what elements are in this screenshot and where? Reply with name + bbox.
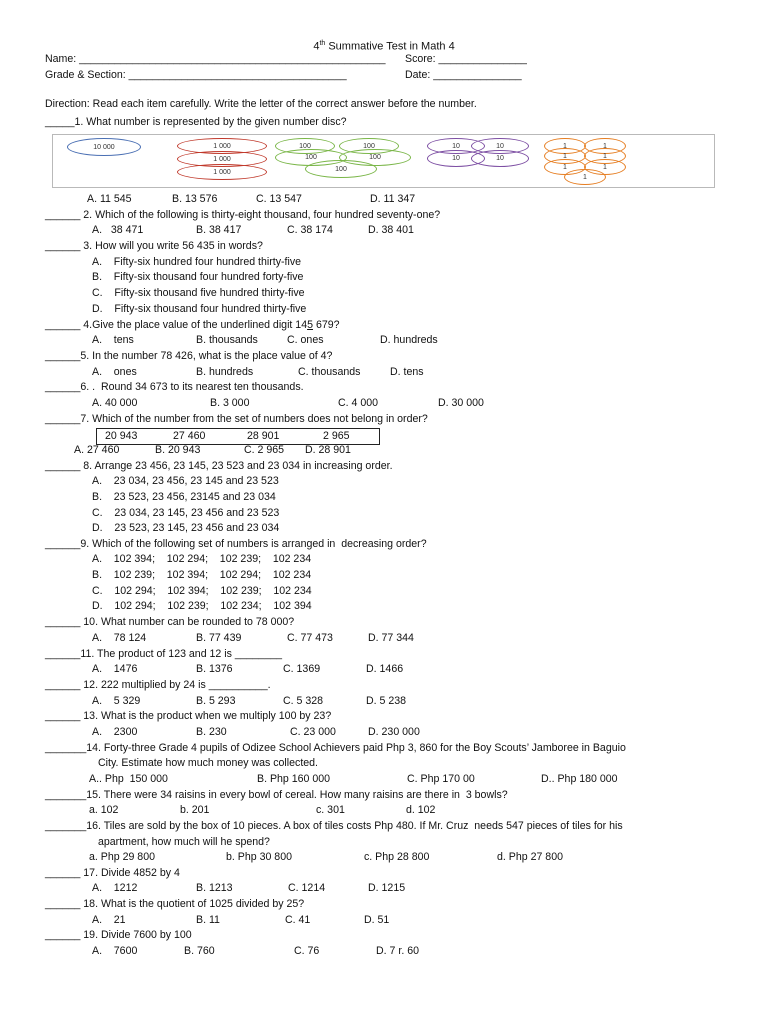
option-d[interactable]: D. 11 347	[370, 193, 416, 205]
option-b[interactable]: B. 11	[196, 914, 220, 926]
option-c[interactable]: c. Php 28 800	[364, 851, 430, 863]
option-b[interactable]: B. 3 000	[210, 397, 250, 409]
option-b[interactable]: B. 13 576	[172, 193, 218, 205]
set-number: 20 943	[105, 430, 138, 442]
option-a[interactable]: a. Php 29 800	[89, 851, 155, 863]
disc-hundred: 100	[305, 160, 377, 178]
question-18: ______ 18. What is the quotient of 1025 divided by 25?	[45, 898, 305, 910]
option-c[interactable]: C. 77 473	[287, 632, 333, 644]
option-a[interactable]: A. 78 124	[92, 632, 147, 644]
disc-one: 1	[564, 169, 606, 185]
option-a[interactable]: A. 27 460	[74, 444, 120, 456]
option-b[interactable]: B. 20 943	[155, 444, 201, 456]
disc-one: 1	[544, 148, 586, 164]
question-5: ______5. In the number 78 426, what is the place value of 4?	[45, 350, 333, 362]
option-c[interactable]: C. 102 294; 102 394; 102 239; 102 234	[92, 585, 312, 597]
option-d[interactable]: D. 1215	[368, 882, 406, 894]
name-field: Name: ____________________________________________________	[45, 53, 386, 65]
directions: Direction: Read each item carefully. Write the letter of the correct answer before the number.	[45, 98, 477, 110]
option-d[interactable]: D.. Php 180 000	[541, 773, 618, 785]
question-3: ______ 3. How will you write 56 435 in words?	[45, 240, 263, 252]
set-number: 27 460	[173, 430, 206, 442]
question-12: ______ 12. 222 multiplied by 24 is __________.	[45, 679, 271, 691]
option-c[interactable]: C. Fifty-six thousand five hundred thirty-five	[92, 287, 305, 299]
option-c[interactable]: C. 13 547	[256, 193, 302, 205]
disc-ten: 10	[427, 150, 485, 167]
option-b[interactable]: B. 5 293	[196, 695, 236, 707]
option-d[interactable]: D. Fifty-six thousand four hundred thirty-five	[92, 303, 307, 315]
number-disc-figure	[52, 134, 715, 188]
option-a[interactable]: a. 102	[89, 804, 119, 816]
option-a[interactable]: A. 2300	[92, 726, 138, 738]
option-b[interactable]: B. 760	[184, 945, 215, 957]
option-b[interactable]: b. Php 30 800	[226, 851, 292, 863]
option-c[interactable]: C. 4 000	[338, 397, 379, 409]
option-d[interactable]: D. 1466	[366, 663, 404, 675]
question-19: ______ 19. Divide 7600 by 100	[45, 929, 192, 941]
question-14-cont: City. Estimate how much money was collected.	[98, 757, 319, 769]
question-11: ______11. The product of 123 and 12 is ________	[45, 648, 282, 660]
option-a[interactable]: A. 11 545	[87, 193, 132, 205]
question-8: ______ 8. Arrange 23 456, 23 145, 23 523 and 23 034 in increasing order.	[45, 460, 393, 472]
date-field: Date: _______________	[405, 69, 522, 81]
question-16: _______16. Tiles are sold by the box of 10 pieces. A box of tiles costs Php 480. If Mr. Cruz needs 547 pieces of tiles for his	[45, 820, 623, 832]
option-a[interactable]: A. 23 034, 23 456, 23 145 and 23 523	[92, 475, 279, 487]
option-b[interactable]: B. 1213	[196, 882, 233, 894]
option-d[interactable]: D. 51	[364, 914, 390, 926]
option-b[interactable]: B. 77 439	[196, 632, 242, 644]
option-c[interactable]: C. 5 328	[283, 695, 324, 707]
option-b[interactable]: B. thousands	[196, 334, 258, 346]
option-d[interactable]: D. tens	[390, 366, 424, 378]
option-c[interactable]: C. Php 170 00	[407, 773, 475, 785]
question-4: ______ 4.Give the place value of the underlined digit 145 679?	[45, 319, 340, 331]
option-d[interactable]: D. 7 r. 60	[376, 945, 419, 957]
option-d[interactable]: D. 5 238	[366, 695, 407, 707]
option-a[interactable]: A. 5 329	[92, 695, 141, 707]
disc-thousand: 1 000	[177, 164, 267, 180]
disc-ten: 10	[471, 150, 529, 167]
question-10: ______ 10. What number can be rounded to 78 000?	[45, 616, 295, 628]
disc-one: 1	[584, 148, 626, 164]
option-d[interactable]: D. 77 344	[368, 632, 414, 644]
option-b[interactable]: B. 23 523, 23 456, 23145 and 23 034	[92, 491, 276, 503]
disc-hundred: 100	[339, 138, 399, 154]
option-c[interactable]: C. 2 965	[244, 444, 285, 456]
option-c[interactable]: C. ones	[287, 334, 324, 346]
option-a[interactable]: A. 38 471	[92, 224, 144, 236]
option-b[interactable]: b. 201	[180, 804, 210, 816]
option-c[interactable]: C. 41	[285, 914, 311, 926]
disc-hundred: 100	[275, 149, 347, 166]
option-c[interactable]: C. 23 034, 23 145, 23 456 and 23 523	[92, 507, 280, 519]
option-d[interactable]: D. 38 401	[368, 224, 414, 236]
option-a[interactable]: A. 40 000	[92, 397, 138, 409]
disc-one: 1	[584, 159, 626, 175]
question-2: ______ 2. Which of the following is thirty-eight thousand, four hundred seventy-one?	[45, 209, 441, 221]
option-a[interactable]: A. 21	[92, 914, 126, 926]
option-d[interactable]: d. Php 27 800	[497, 851, 563, 863]
disc-hundred: 100	[275, 138, 335, 154]
option-c[interactable]: C. thousands	[298, 366, 361, 378]
disc-ten: 10	[471, 138, 529, 154]
disc-ten: 10	[427, 138, 485, 154]
question-16-cont: apartment, how much will he spend?	[98, 836, 270, 848]
grade-section-field: Grade & Section: _____________________________________	[45, 69, 347, 81]
question-17: ______ 17. Divide 4852 by 4	[45, 867, 180, 879]
question-15: _______15. There were 34 raisins in every bowl of cereal. How many raisins are there in 3 bowls?	[45, 789, 508, 801]
option-a[interactable]: A. Fifty-six hundred four hundred thirty-five	[92, 256, 302, 268]
option-d[interactable]: D. 30 000	[438, 397, 484, 409]
option-c[interactable]: C. 1369	[283, 663, 321, 675]
option-d[interactable]: D. 230 000	[368, 726, 420, 738]
page-title: 4th Summative Test in Math 4	[313, 40, 455, 53]
set-number: 28 901	[247, 430, 280, 442]
option-a[interactable]: A. 1476	[92, 663, 138, 675]
option-d[interactable]: D. hundreds	[380, 334, 438, 346]
option-a[interactable]: A. tens	[92, 334, 134, 346]
disc-thousand: 1 000	[177, 151, 267, 167]
question-7: ______7. Which of the number from the set of numbers does not belong in order?	[45, 413, 428, 425]
option-c[interactable]: C. 76	[294, 945, 320, 957]
option-b[interactable]: B. 230	[196, 726, 227, 738]
option-c[interactable]: C. 38 174	[287, 224, 333, 236]
disc-one: 1	[584, 138, 626, 154]
question-9: ______9. Which of the following set of numbers is arranged in decreasing order?	[45, 538, 427, 550]
option-b[interactable]: B. 1376	[196, 663, 233, 675]
option-d[interactable]: D. 28 901	[305, 444, 351, 456]
option-d[interactable]: D. 102 294; 102 239; 102 234; 102 394	[92, 600, 312, 612]
option-c[interactable]: C. 1214	[288, 882, 326, 894]
option-b[interactable]: B. Php 160 000	[257, 773, 331, 785]
number-set-box	[96, 428, 380, 445]
option-a[interactable]: A. 102 394; 102 294; 102 239; 102 234	[92, 553, 312, 565]
option-a[interactable]: A. 1212	[92, 882, 138, 894]
option-a[interactable]: A. ones	[92, 366, 137, 378]
disc-hundred: 100	[339, 149, 411, 166]
option-a[interactable]: A.. Php 150 000	[89, 773, 168, 785]
option-b[interactable]: B. 102 239; 102 394; 102 294; 102 234	[92, 569, 312, 581]
option-d[interactable]: D. 23 523, 23 145, 23 456 and 23 034	[92, 522, 280, 534]
disc-one: 1	[544, 159, 586, 175]
option-b[interactable]: B. hundreds	[196, 366, 254, 378]
question-13: ______ 13. What is the product when we multiply 100 by 23?	[45, 710, 332, 722]
option-b[interactable]: B. 38 417	[196, 224, 242, 236]
disc-thousand: 1 000	[177, 138, 267, 154]
option-d[interactable]: d. 102	[406, 804, 436, 816]
question-14: _______14. Forty-three Grade 4 pupils of Odizee School Achievers paid Php 3, 860 for the Boy Scouts’ Jamboree in Baguio	[45, 742, 626, 754]
disc-one: 1	[544, 138, 586, 154]
option-a[interactable]: A. 7600	[92, 945, 138, 957]
option-b[interactable]: B. Fifty-six thousand four hundred forty-five	[92, 271, 304, 283]
score-field: Score: _______________	[405, 53, 527, 65]
disc-ten-thousand: 10 000	[67, 138, 141, 156]
set-number: 2 965	[323, 430, 350, 442]
option-c[interactable]: c. 301	[316, 804, 345, 816]
option-c[interactable]: C. 23 000	[290, 726, 336, 738]
question-6: ______6. . Round 34 673 to its nearest ten thousands.	[45, 381, 304, 393]
question-1: _____1. What number is represented by the given number disc?	[45, 116, 347, 128]
